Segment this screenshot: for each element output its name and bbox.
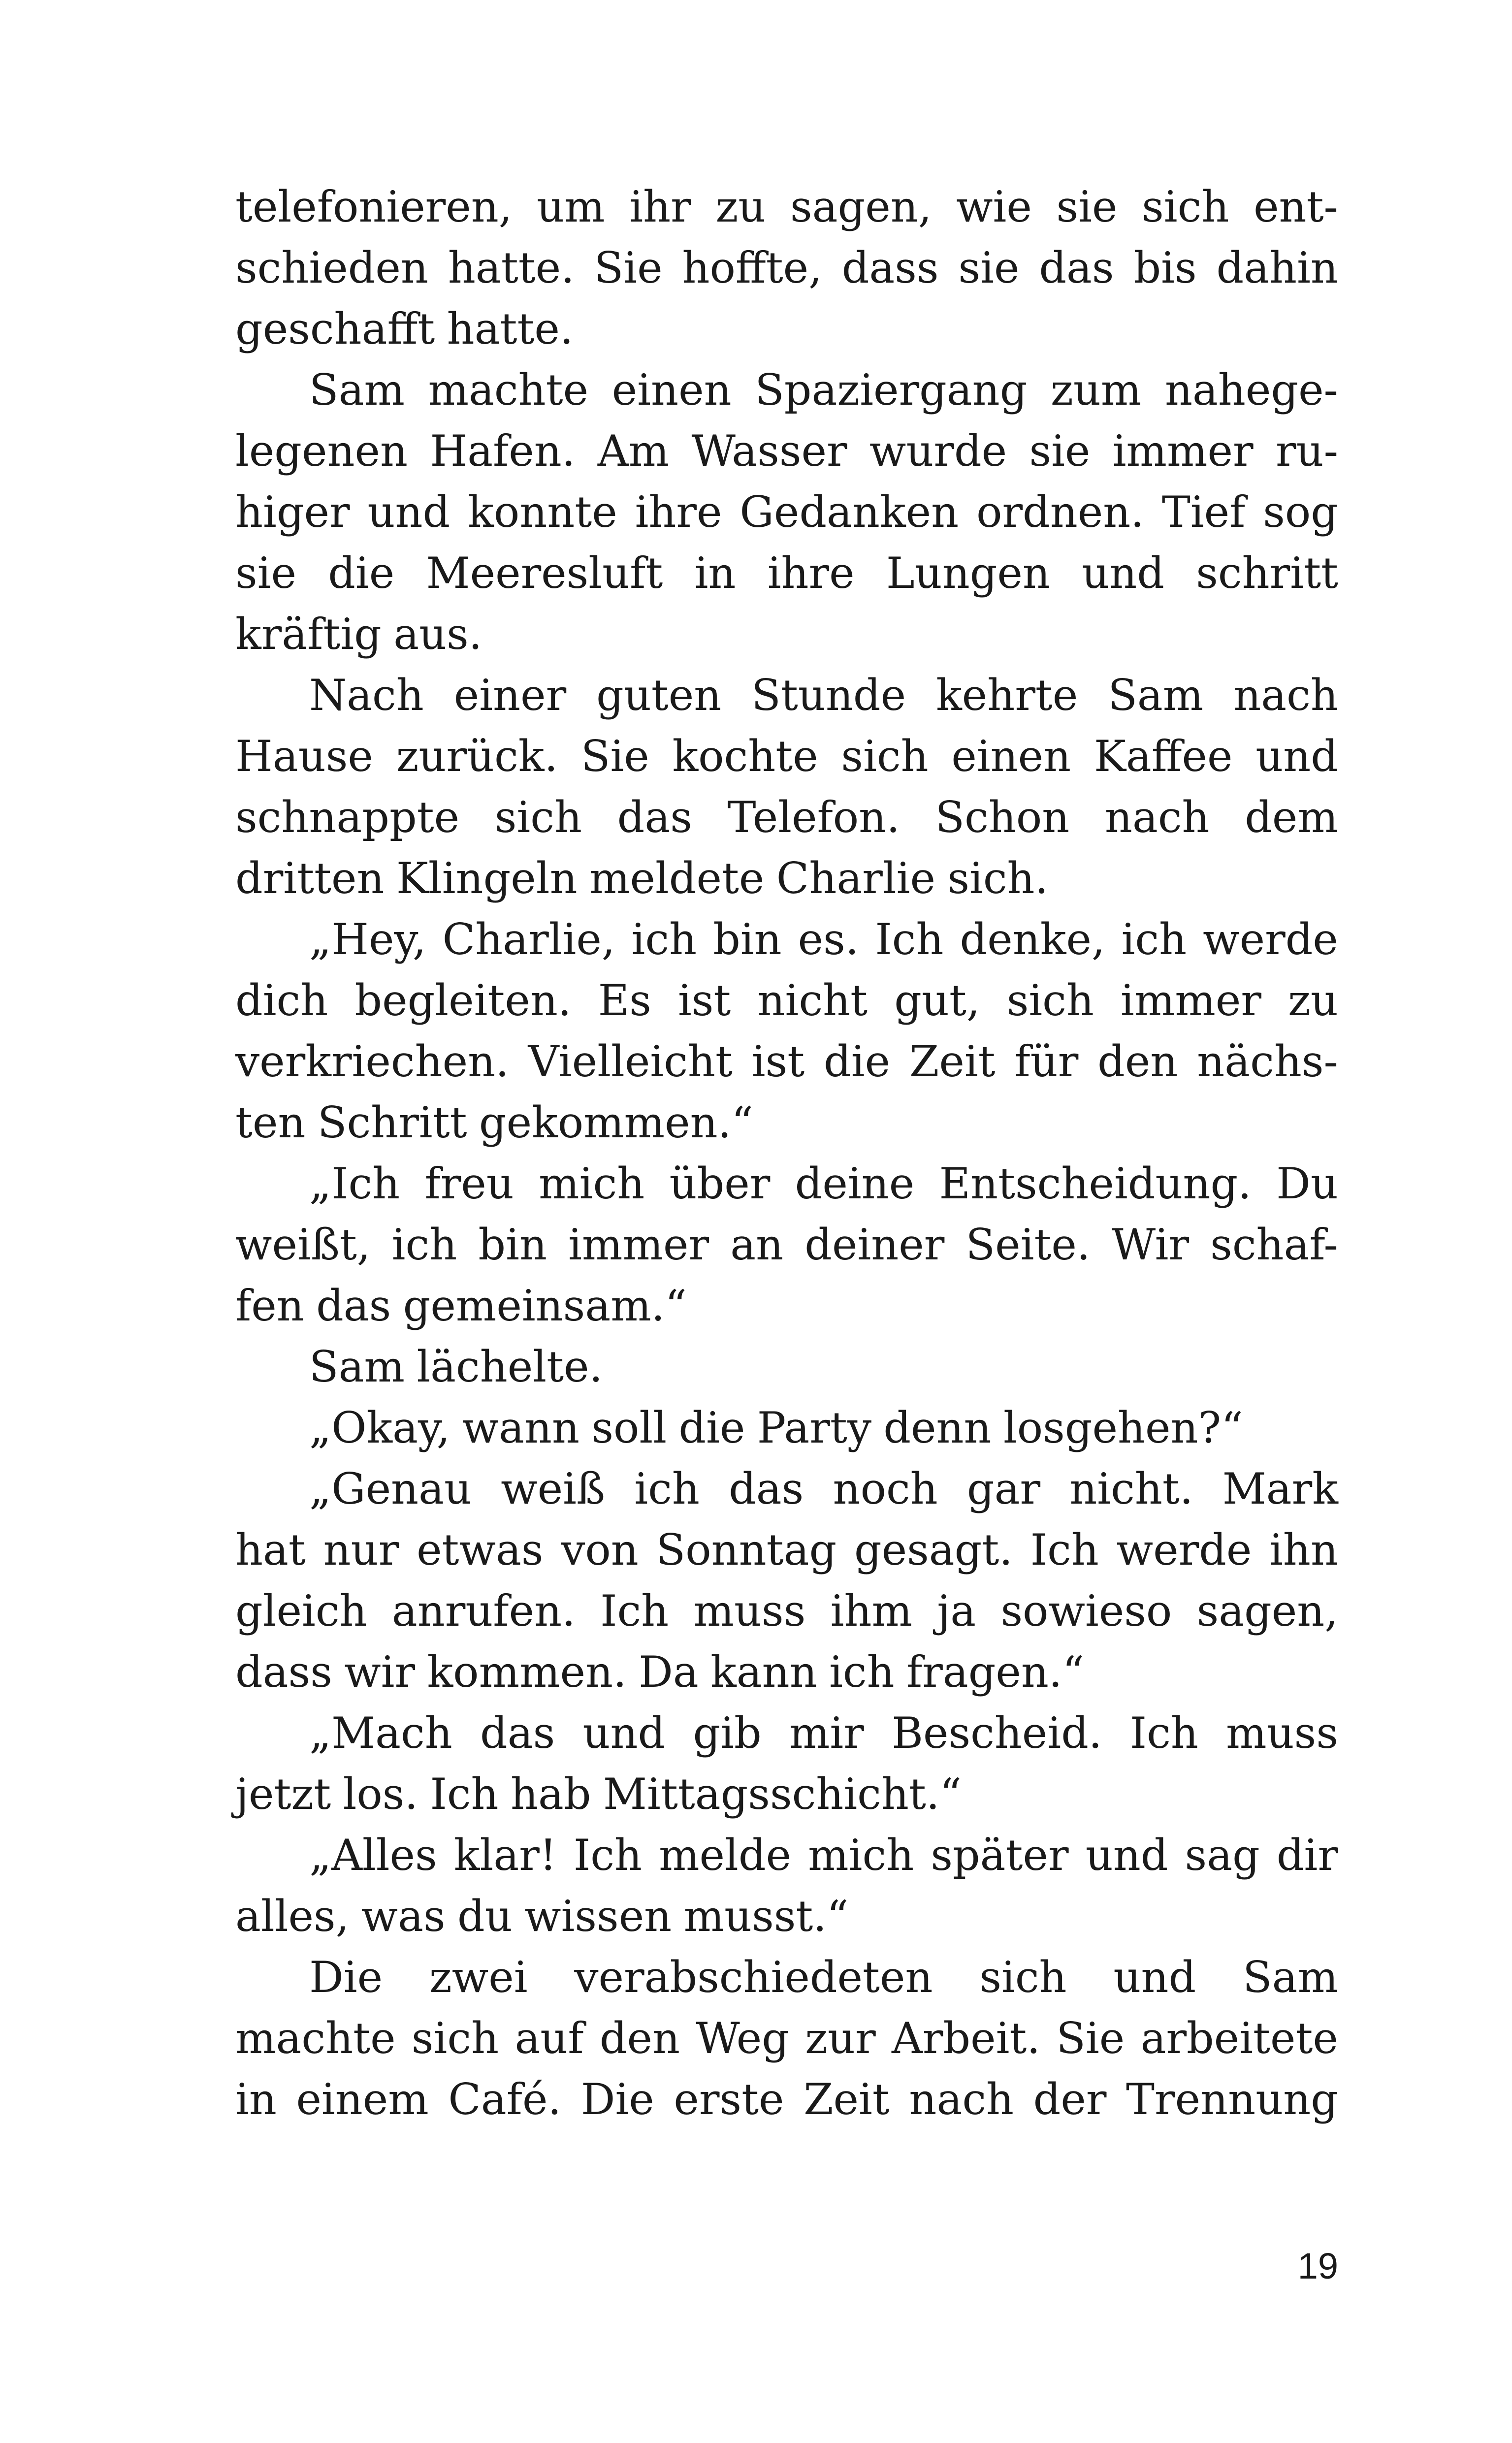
text-line: „Ich freu mich über deine Entscheidung. Du	[309, 1158, 1338, 1209]
text-line: „Alles klar! Ich melde mich später und sag dir	[309, 1830, 1338, 1880]
text-line: „Hey, Charlie, ich bin es. Ich denke, ich werde	[309, 914, 1338, 964]
text-line: kräftig aus.	[235, 609, 483, 659]
text-line: in einem Café. Die erste Zeit nach der Trennung	[235, 2074, 1338, 2124]
text-line: higer und konnte ihre Gedanken ordnen. Tief sog	[235, 487, 1338, 537]
text-line: ten Schritt gekommen.“	[235, 1097, 753, 1148]
body-text	[235, 176, 1338, 2130]
text-line: jetzt los. Ich hab Mittagsschicht.“	[235, 1769, 962, 1819]
text-line: verkriechen. Vielleicht ist die Zeit für den nächs-	[235, 1036, 1338, 1087]
text-line: Sam lächelte.	[309, 1342, 603, 1392]
text-line: Die zwei verabschiedeten sich und Sam	[309, 1952, 1338, 2002]
text-line: machte sich auf den Weg zur Arbeit. Sie arbeitete	[235, 2013, 1338, 2063]
text-line: Sam machte einen Spaziergang zum nahege-	[309, 365, 1338, 415]
page-number: 19	[1297, 2246, 1338, 2286]
text-line: „Mach das und gib mir Bescheid. Ich muss	[309, 1708, 1338, 1758]
text-line: schieden hatte. Sie hoffte, dass sie das bis dahin	[235, 243, 1338, 293]
text-line: Hause zurück. Sie kochte sich einen Kaffee und	[235, 731, 1338, 781]
text-line: sie die Meeresluft in ihre Lungen und schritt	[235, 548, 1338, 598]
text-line: dass wir kommen. Da kann ich fragen.“	[235, 1647, 1085, 1697]
text-line: alles, was du wissen musst.“	[235, 1891, 849, 1941]
text-line: weißt, ich bin immer an deiner Seite. Wir schaf-	[235, 1220, 1338, 1270]
text-line: dritten Klingeln meldete Charlie sich.	[235, 853, 1049, 903]
text-line: legenen Hafen. Am Wasser wurde sie immer ru-	[235, 426, 1338, 476]
text-line: „Okay, wann soll die Party denn losgehen?“	[309, 1403, 1243, 1453]
text-line: geschafft hatte.	[235, 304, 574, 354]
text-line: gleich anrufen. Ich muss ihm ja sowieso sagen,	[235, 1586, 1338, 1636]
text-line: Nach einer guten Stunde kehrte Sam nach	[309, 670, 1338, 720]
text-line: dich begleiten. Es ist nicht gut, sich immer zu	[235, 975, 1338, 1026]
text-line: hat nur etwas von Sonntag gesagt. Ich werde ihn	[235, 1525, 1338, 1575]
text-line: „Genau weiß ich das noch gar nicht. Mark	[309, 1464, 1338, 1514]
text-line: telefonieren, um ihr zu sagen, wie sie sich ent-	[235, 182, 1338, 232]
text-line: fen das gemeinsam.“	[235, 1281, 687, 1331]
text-line: schnappte sich das Telefon. Schon nach dem	[235, 792, 1338, 842]
